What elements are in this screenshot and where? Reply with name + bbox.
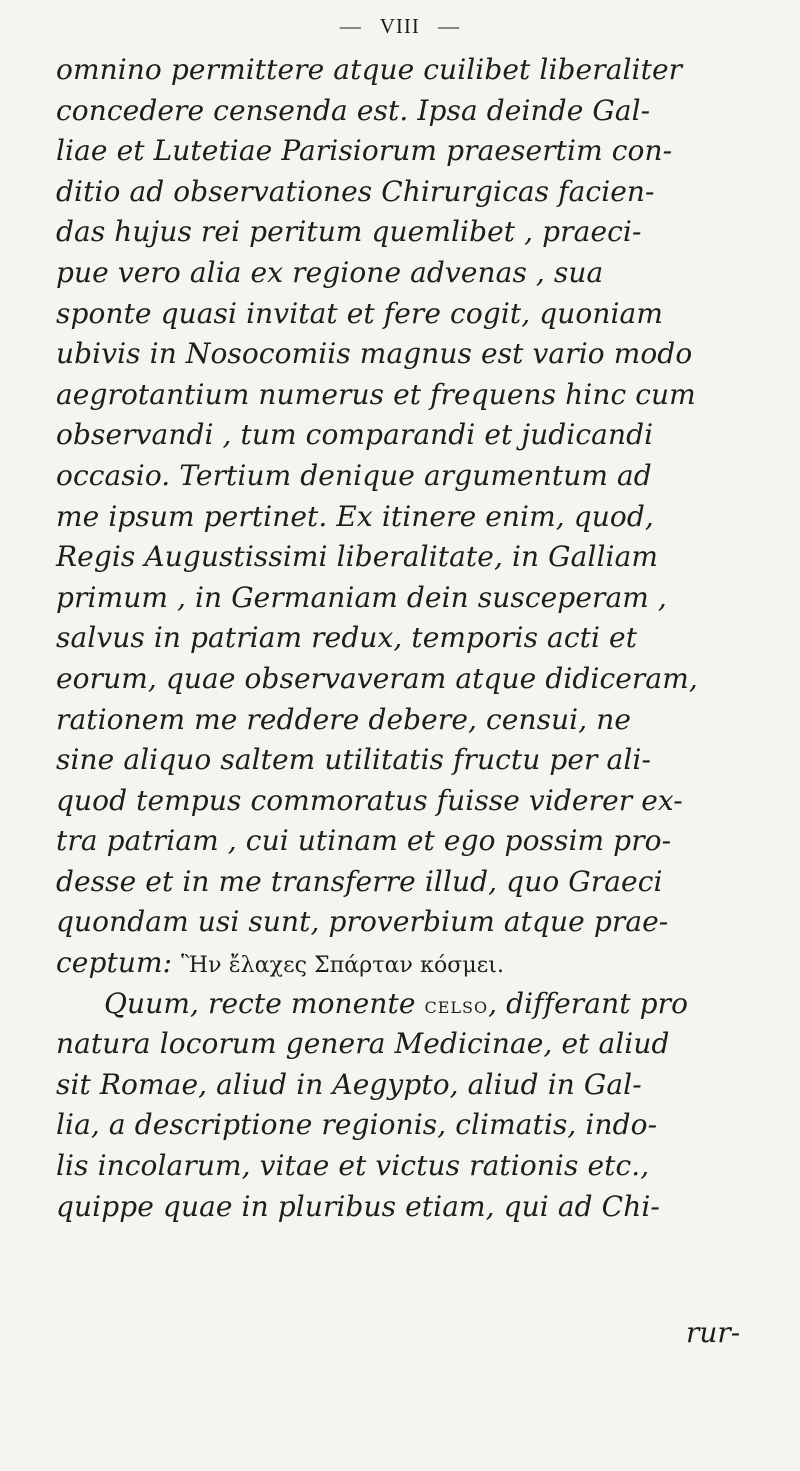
text-line: quippe quae in pluribus etiam, qui ad Chi- <box>56 1189 660 1223</box>
text-line: lis incolarum, vitae et victus rationis etc., <box>56 1149 650 1183</box>
text-line: Regis Augustissimi liberalitate, in Galliam <box>56 540 659 574</box>
text-line: quod tempus commoratus fuisse viderer ex- <box>56 783 683 817</box>
text-line: sit Romae, aliud in Aegypto, aliud in Gal- <box>56 1067 642 1101</box>
text-line: pue vero alia ex regione advenas , sua <box>56 255 604 289</box>
text-line: omnino permittere atque cuilibet liberaliter <box>56 53 683 86</box>
page-header <box>0 14 800 39</box>
text-line: tra patriam , cui utinam et ego possim pro- <box>56 824 672 858</box>
text-fragment: Quum, recte monente <box>104 986 425 1020</box>
text-fragment: , differant pro <box>488 986 689 1020</box>
paragraph-start <box>56 984 756 1025</box>
greek-proverb: Ἣν ἔλαχες Σπάρταν κόσμει. <box>181 953 505 979</box>
text-line: primum , in Germaniam dein susceperam , <box>56 580 667 614</box>
text-fragment: ceptum: <box>56 946 182 980</box>
catchword: rur- <box>686 1316 741 1349</box>
text-line: desse et in me transferre illud, quo Graeci <box>56 864 663 898</box>
author-name-smallcaps: celso <box>424 992 489 1019</box>
page-number: VIII <box>379 14 420 38</box>
text-line: lia, a descriptione regionis, climatis, indo- <box>56 1108 658 1142</box>
text-line: aegrotantium numerus et frequens hinc cum <box>56 377 696 411</box>
text-line: das hujus rei peritum quemlibet , praeci- <box>56 215 642 249</box>
text-line: quondam usi sunt, proverbium atque prae- <box>56 905 669 939</box>
text-line: observandi , tum comparandi et judicandi <box>56 418 654 452</box>
text-line-greek-quote <box>56 943 756 984</box>
text-line: me ipsum pertinet. Ex itinere enim, quod, <box>56 499 654 533</box>
text-line: liae et Lutetiae Parisiorum praesertim con- <box>56 134 673 168</box>
text-line: salvus in patriam redux, temporis acti et <box>56 621 638 655</box>
text-line: occasio. Tertium denique argumentum ad <box>56 458 652 492</box>
body-text <box>56 50 756 1227</box>
text-line: sponte quasi invitat et fere cogit, quoniam <box>56 296 663 330</box>
header-dash-right: — <box>438 14 461 38</box>
text-line: ditio ad observationes Chirurgicas facien- <box>56 174 655 208</box>
text-line: sine aliquo saltem utilitatis fructu per ali- <box>56 743 652 777</box>
text-line: eorum, quae observaveram atque didiceram, <box>56 661 698 695</box>
header-dash-left: — <box>339 14 362 38</box>
text-line: concedere censenda est. Ipsa deinde Gal- <box>56 93 651 127</box>
text-line: natura locorum genera Medicinae, et aliud <box>56 1027 670 1061</box>
text-line: rationem me reddere debere, censui, ne <box>56 702 632 736</box>
text-line: ubivis in Nosocomiis magnus est vario modo <box>56 337 693 371</box>
